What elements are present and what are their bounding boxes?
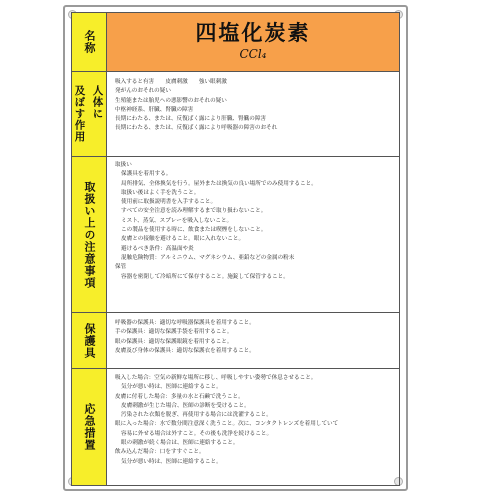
- protection-row: [72, 313, 399, 369]
- effects-line: 長期にわたる、または、反復ばく露により呼吸器の障害のおそれ: [115, 125, 278, 132]
- first-aid-line: 皮膚刺激が生じた場合、医師の診断を受けること。: [121, 402, 250, 409]
- protection-line: 皮膚及び身体の保護具：適切な保護衣を着用すること。: [115, 347, 255, 354]
- first-aid-label: 応急措置: [83, 403, 96, 451]
- handling-label-cell: [72, 157, 107, 312]
- handling-row: [72, 157, 399, 313]
- handling-line: この製品を使用する時に、飲食または喫煙をしないこと。: [121, 227, 267, 234]
- protection-line: 手の保護具：適切な保護手袋を着用すること。: [115, 329, 233, 336]
- effects-line: 吸入すると有害 皮膚刺激 強い眼刺激: [115, 79, 227, 85]
- first-aid-line: 眼に入った場合：水で数分間注意深く洗うこと。次に、コンタクトレンズを着用していて: [115, 421, 339, 428]
- first-aid-line: 容易に外せる場合は外すこと。その後も洗浄を続けること。: [121, 430, 273, 437]
- handling-line: 避けるべき条件：高温面や炎: [121, 245, 194, 252]
- first-aid-line: 気分が悪い時は、医師に連絡すること。: [121, 384, 222, 391]
- handling-line: 取扱い後はよく手を洗うこと。: [121, 189, 200, 196]
- first-aid-row: [72, 369, 399, 485]
- handling-line: 容器を密閉して冷暗所にて保存すること。施錠して保管すること。: [121, 273, 289, 280]
- handling-line: 使用前に取扱説明書を入手すること。: [121, 199, 217, 206]
- handling-line: 保護具を着用する。: [121, 171, 172, 178]
- effects-line: 発がんのおそれの疑い: [115, 88, 171, 95]
- name-label: 名称: [83, 30, 96, 54]
- effects-content: [107, 72, 399, 156]
- handling-line: 保管: [115, 264, 127, 271]
- first-aid-line: 吸入した場合：空気の新鮮な場所に移し、呼吸しやすい姿勢で休息させること。: [115, 375, 317, 381]
- name-row: [72, 13, 399, 72]
- protection-line: 眼の保護具：適切な保護眼鏡を着用すること。: [115, 338, 233, 345]
- handling-line: 取扱い: [115, 162, 132, 168]
- handling-line: 局所排気、全体換気を行う。屋外または換気の良い場所でのみ使用すること。: [121, 180, 317, 187]
- first-aid-line: 皮膚に付着した場合：多量の水と石鹸で洗うこと。: [115, 393, 244, 400]
- chemical-formula: CCl₄: [239, 47, 267, 61]
- handling-line: すべての安全注意を読み理解するまで取り扱わないこと。: [121, 208, 267, 215]
- name-label-cell: [72, 13, 107, 71]
- effects-label-line-2: 及ぼす作用: [73, 85, 86, 143]
- first-aid-line: 眼の刺激が続く場合は、医師に連絡すること。: [121, 440, 239, 447]
- handling-line: 混触危険物質：アルミニウム、マグネシウム、亜鉛などの金属の粉末: [121, 254, 295, 261]
- hazard-info-table: [71, 12, 400, 486]
- protection-content: [107, 313, 399, 368]
- handling-line: ミスト、蒸気、スプレーを吸入しないこと。: [121, 217, 233, 224]
- first-aid-line: 飲み込んだ場合：口をすすぐこと。: [115, 449, 205, 456]
- effects-label-cell: [72, 72, 107, 156]
- effects-line: 長期にわたる、または、反復ばく露により肝臓、腎臓の障害: [115, 116, 267, 123]
- safety-sign-board: [63, 5, 408, 491]
- effects-row: [72, 72, 399, 157]
- first-aid-line: 汚染された衣類を脱ぎ、再使用する場合には洗濯すること。: [121, 412, 272, 419]
- chemical-name: 四塩化炭素: [195, 21, 311, 45]
- effects-line: 中枢神経系、肝臓、腎臓の障害: [115, 106, 194, 113]
- first-aid-line: 気分が悪い時は、医師に連絡すること。: [121, 458, 222, 465]
- first-aid-content: [107, 369, 399, 485]
- handling-label: 取扱い上の注意事項: [83, 180, 96, 289]
- chemical-name-cell: [107, 13, 399, 71]
- protection-label-cell: [72, 313, 107, 368]
- first-aid-label-cell: [72, 369, 107, 485]
- handling-content: [107, 157, 399, 312]
- effects-line: 生殖能または胎児への悪影響のおそれの疑い: [115, 97, 227, 104]
- protection-label: 保護具: [83, 322, 96, 359]
- handling-line: 皮膚との接触を避けること。眼に入れないこと。: [121, 236, 245, 243]
- protection-line: 呼吸器の保護具：適切な呼吸器保護具を着用すること。: [115, 320, 255, 326]
- effects-label-line-1: 人体に: [91, 85, 104, 120]
